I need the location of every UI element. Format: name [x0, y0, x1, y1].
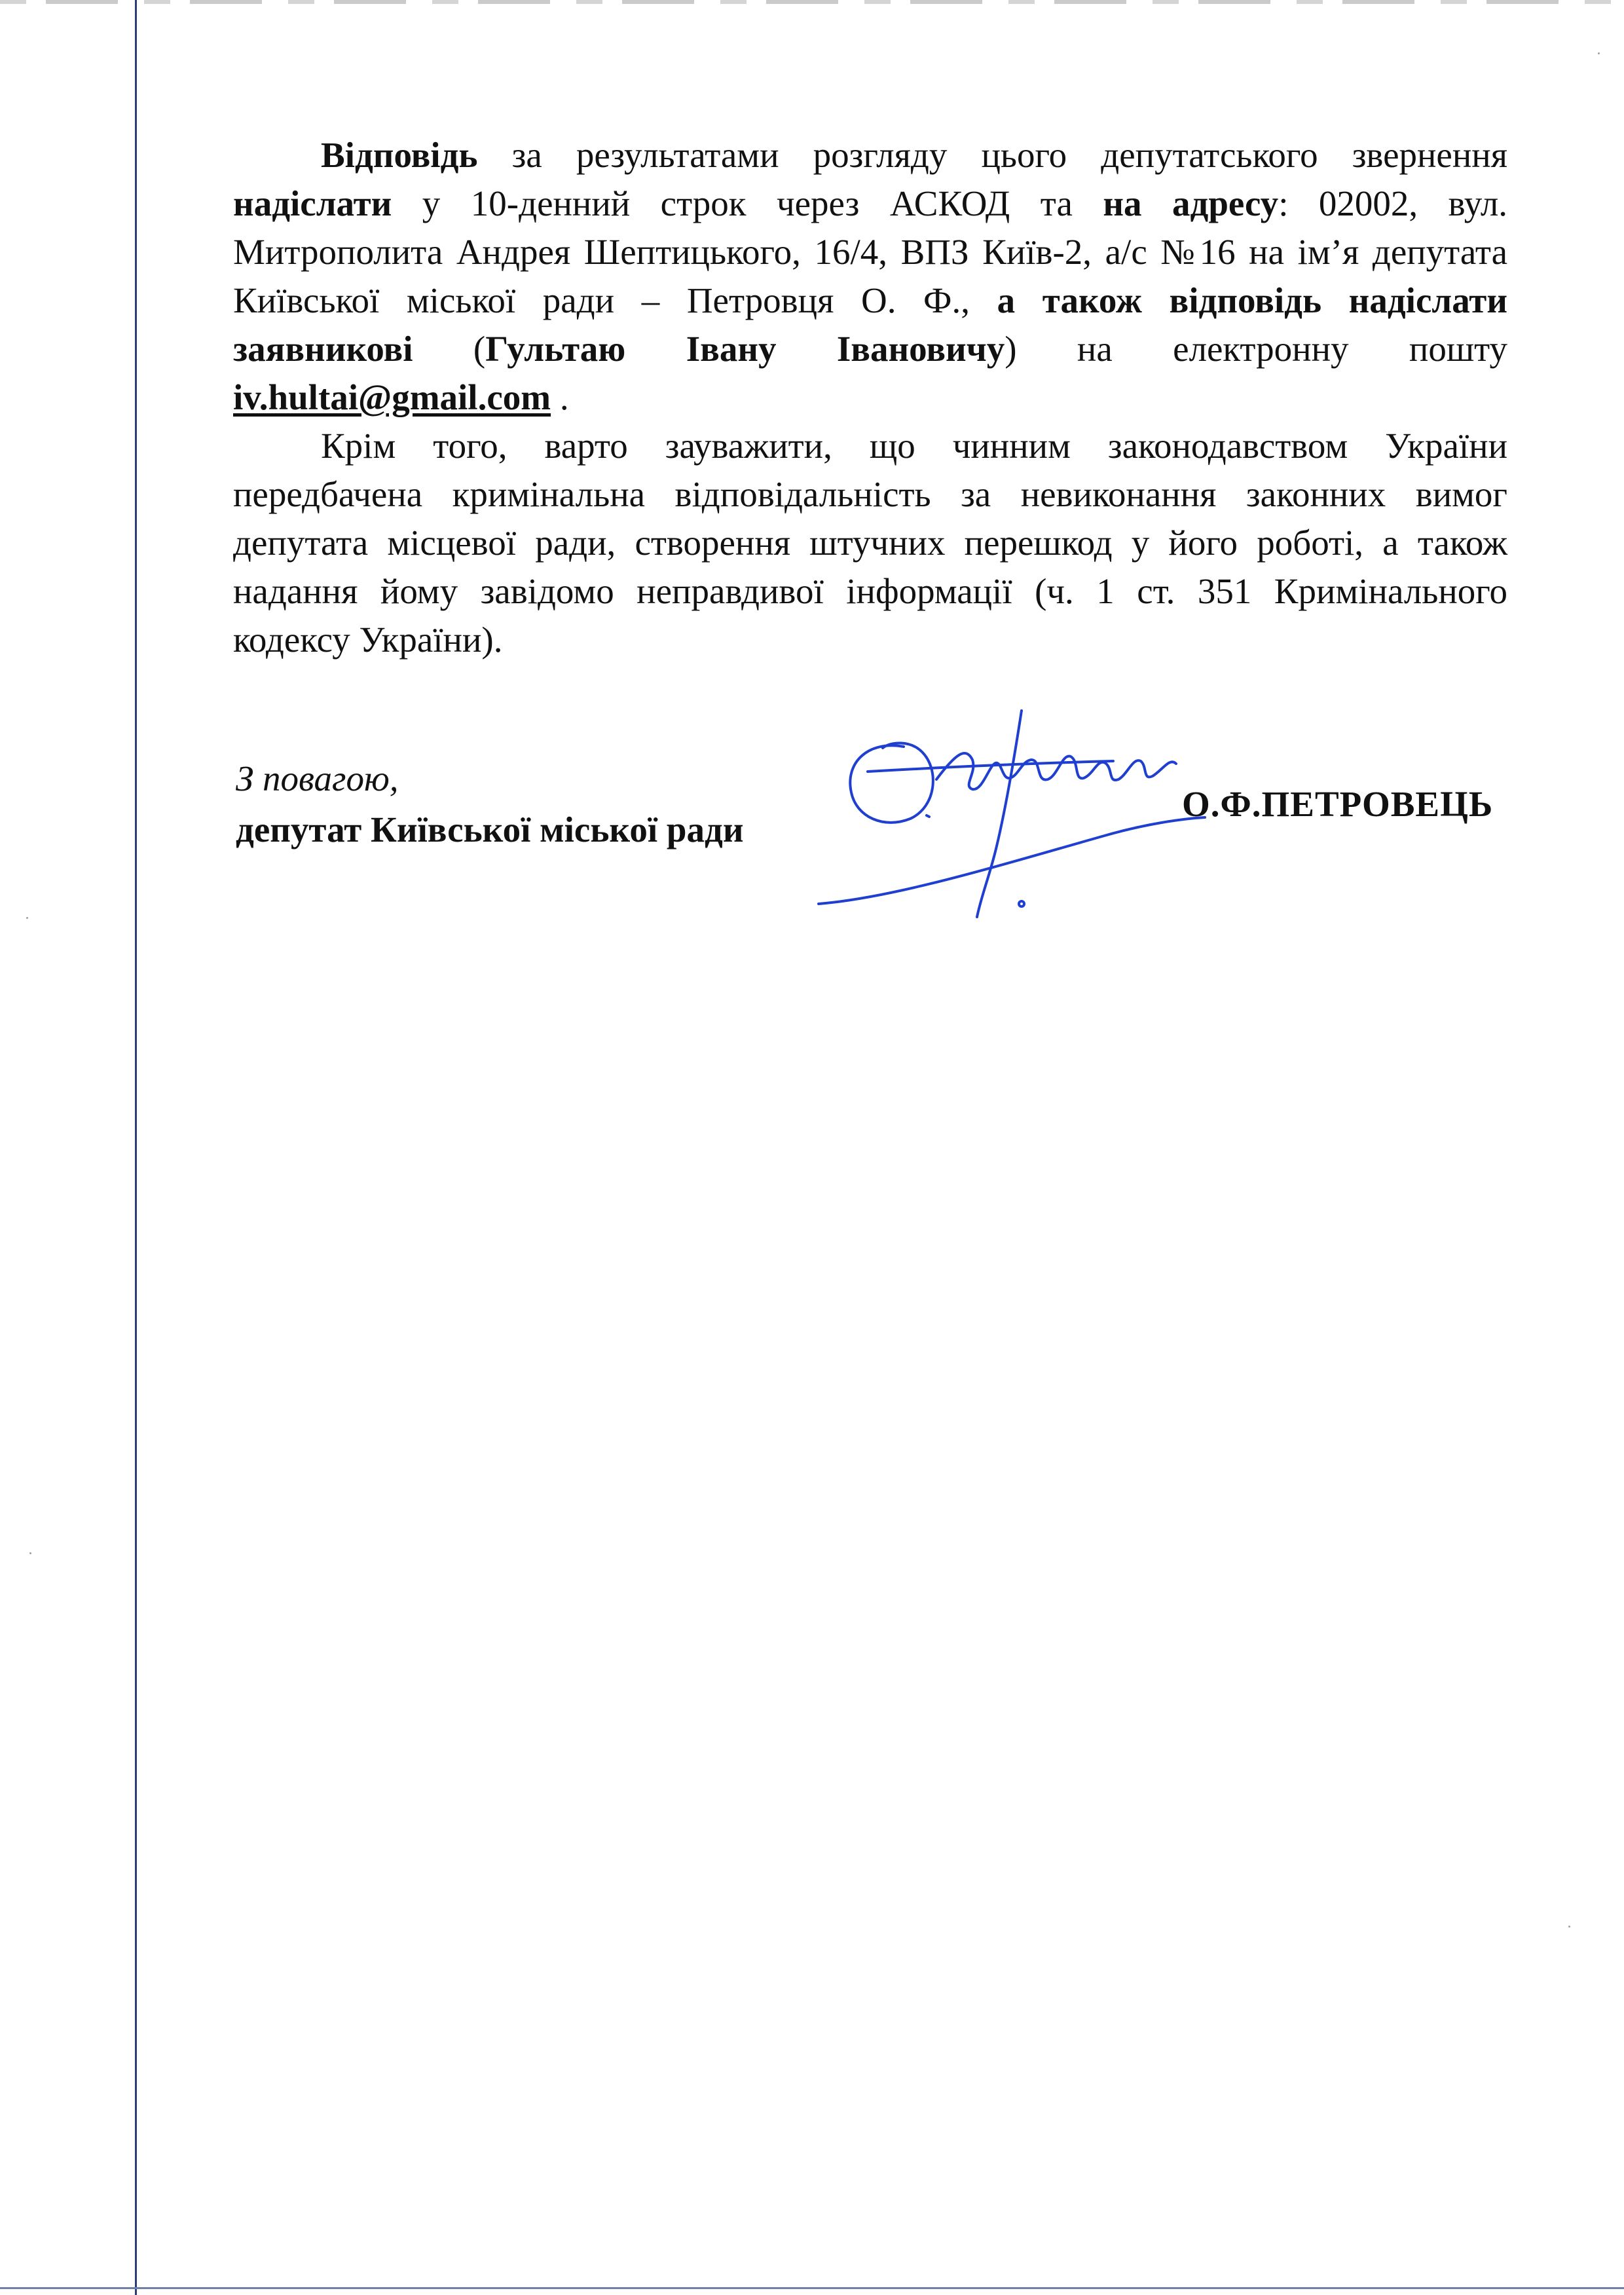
closing-greeting: З повагою,: [236, 758, 399, 798]
signer-name: О.Ф.ПЕТРОВЕЦЬ: [1182, 784, 1494, 824]
bold-applicant-name: Гультаю Івану Івановичу: [485, 329, 1005, 369]
text-span: (: [413, 329, 486, 369]
closing-block: [236, 753, 744, 855]
bold-send: надіслати: [233, 183, 392, 223]
scan-speck: [1598, 52, 1600, 54]
text-span: за результатами розгляду цього депутатського звернення: [477, 135, 1507, 175]
paragraph-response: [233, 131, 1507, 422]
scan-top-edge: [0, 0, 1624, 4]
text-span: .: [551, 377, 569, 417]
margin-rule: [135, 0, 137, 2295]
scan-speck: [1568, 1926, 1570, 1928]
scan-speck: [29, 1552, 31, 1554]
scan-speck: [26, 917, 28, 919]
bold-address: на адресу: [1103, 183, 1279, 223]
text-span: : 02002, вул. Митрополита Андрея Шептицького, 16/4, ВПЗ Київ-2, а/с №16 на ім’я депутата Київської міської ради – Петровця О. Ф.,: [233, 183, 1508, 320]
handwritten-signature: [805, 701, 1211, 937]
text-span: ) на електронну пошту: [1005, 329, 1507, 369]
bold-response: Відповідь: [321, 135, 478, 175]
email-address: iv.hultai@gmail.com: [233, 377, 551, 417]
signer-position: депутат Київської міської ради: [236, 810, 744, 849]
letter-body: [233, 131, 1507, 664]
bottom-rule: [0, 2287, 1624, 2289]
bold-also-send: а також відповідь надіслати заявникові: [233, 280, 1508, 369]
paragraph-liability: Крім того, варто зауважити, що чинним законодавством України передбачена кримінальна відповідальність за невиконання законних вимог депутата місцевої ради, створення штучних перешкод у його роботі, а також надання йому завідомо неправдивої інформації (ч. 1 ст. 351 Кримінального кодексу України).: [233, 426, 1507, 660]
text-span: у 10-денний строк через АСКОД та: [392, 183, 1103, 223]
